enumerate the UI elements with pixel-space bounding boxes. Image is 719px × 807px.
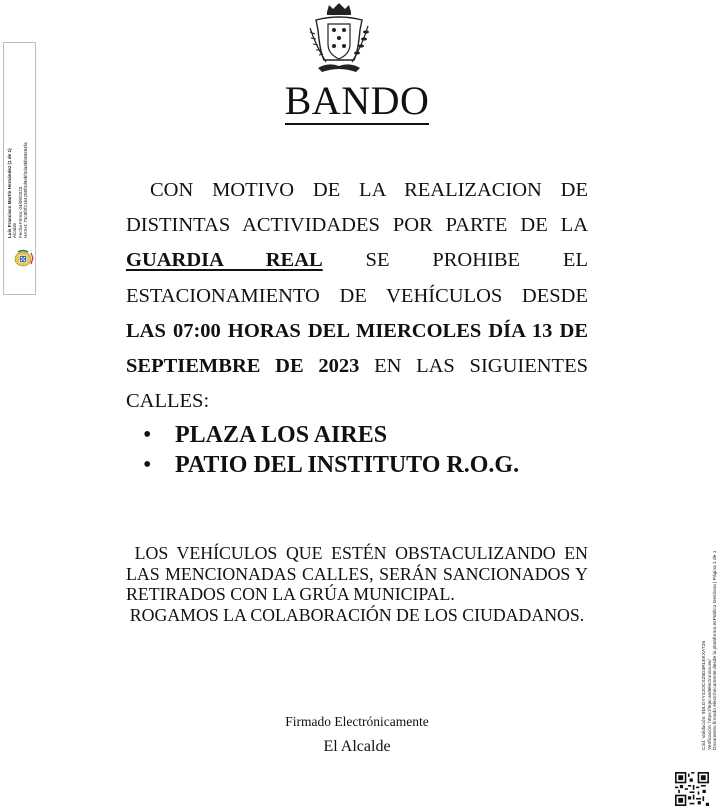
para-seg-3: LAS 07:00 HORAS DEL MIERCOLES DÍA 13 DE SEPTIEMBRE DE 2023	[126, 319, 588, 378]
street-item: • PLAZA LOS AIRES	[143, 420, 519, 450]
signer-role: Alcalde	[12, 222, 18, 238]
warning-line-1	[126, 543, 588, 605]
signature-role: El Alcalde	[323, 738, 391, 755]
para-seg-1: GUARDIA REAL	[126, 249, 323, 272]
main-paragraph	[126, 173, 588, 419]
signature-label: Firmado Electrónicamente	[285, 714, 429, 729]
validation-strip	[702, 490, 719, 750]
warning-paragraph	[126, 543, 588, 625]
street-item: • PATIO DEL INSTITUTO R.O.G.	[143, 450, 519, 480]
warning-line-2: ROGAMOS LA COLABORACIÓN DE LOS CIUDADANOS.	[129, 604, 585, 625]
signer-name: Luis Francisco Martín Hernández (1 de 1)	[7, 148, 12, 238]
coat-of-arms-color-icon	[12, 248, 34, 268]
validation-url[interactable]: Verificación: https://tejar.sedelectronica.es/	[707, 659, 713, 750]
validation-note: Documento firmado electrónicamente desde la plataforma esPublico Gestiona | Página 1 de 1	[713, 550, 718, 750]
qr-code-icon[interactable]	[675, 772, 709, 806]
para-seg-0: CON MOTIVO DE LA REALIZACION DE DISTINTAS ACTIVIDADES POR PARTE DE LA	[126, 179, 588, 237]
municipal-coat-of-arms-icon	[298, 2, 380, 76]
sign-hash: HASH: 73c8f0f2164285f0d9ebf3da4bb38e84fa	[23, 142, 29, 238]
warning-text-1: LOS VEHÍCULOS QUE ESTÉN OBSTACULIZANDO EN LAS MENCIONADAS CALLES, SERÁN SANCIONADOS Y RETIRADOS CON LA GRÚA MUNICIPAL.	[126, 543, 588, 604]
street-list	[143, 420, 519, 480]
stamp-text	[7, 48, 29, 238]
sign-date: Fecha Firma: 04/09/2023	[17, 186, 23, 238]
para-seg-2: SE PROHIBE EL ESTACIONAMIENTO DE VEHÍCULOS DESDE	[126, 249, 588, 307]
document-title	[0, 78, 714, 124]
title-text: BANDO	[284, 78, 430, 123]
para-seg-4: EN LAS SIGUIENTES CALLES:	[126, 355, 588, 413]
validation-code: Cód. Validación: 9DLGYY42OCSZ6D3RLEKXAT26	[702, 640, 707, 750]
